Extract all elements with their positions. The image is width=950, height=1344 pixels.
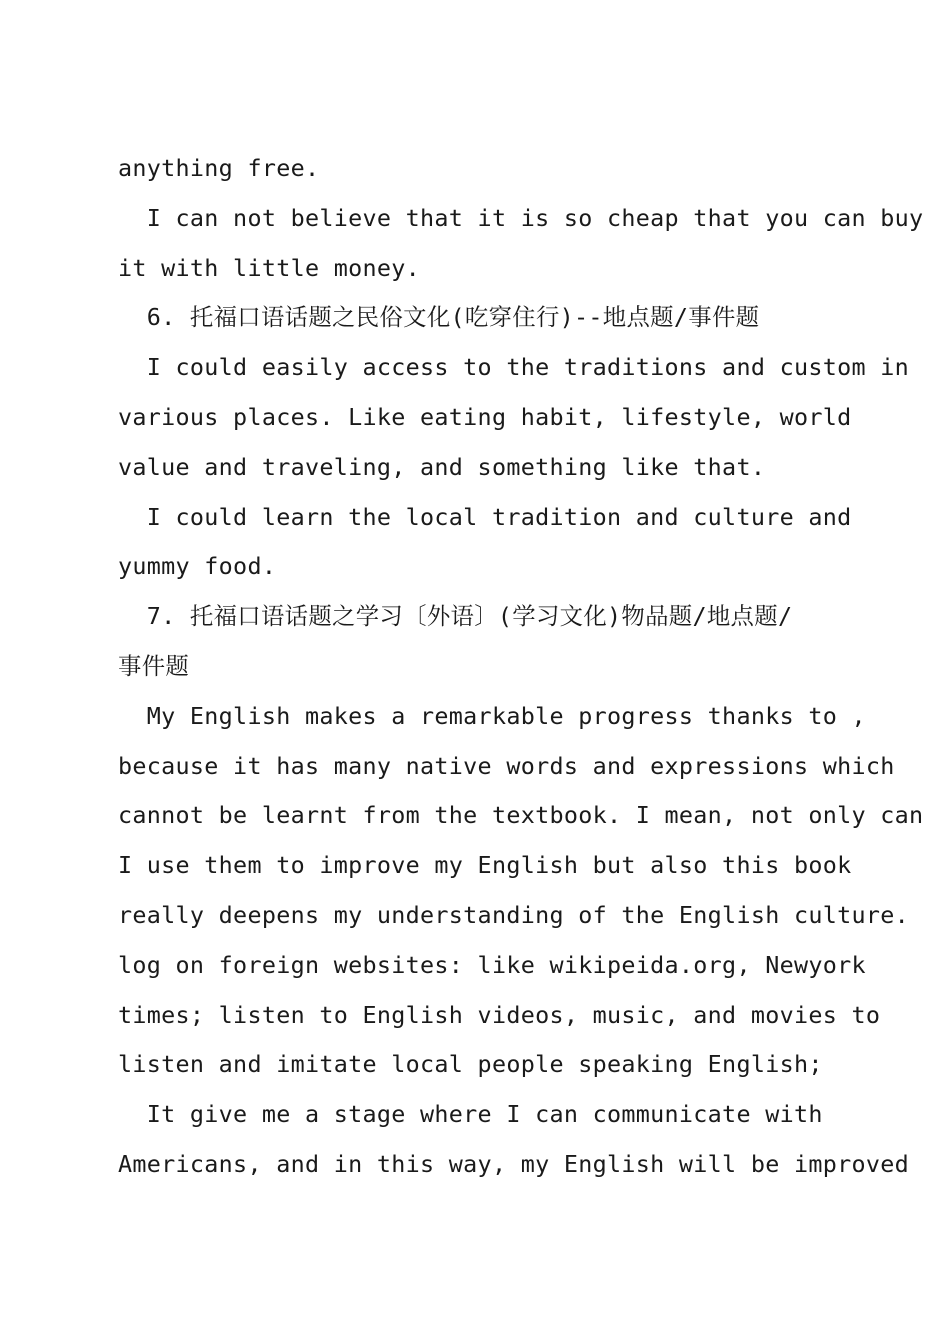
section-heading-6: 6. 托福口语话题之民俗文化(吃穿住行)--地点题/事件题 [118,303,760,332]
section-heading-7-cont: 事件题 [118,651,190,680]
text-line: It give me a stage where I can communicate with [118,1100,823,1129]
section-heading-7: 7. 托福口语话题之学习〔外语〕(学习文化)物品题/地点题/ [118,602,793,631]
text-line: cannot be learnt from the textbook. I mean, not only can [118,801,924,830]
document-page [118,144,924,1190]
text-line: I could easily access to the traditions and custom in [118,353,910,382]
text-line: listen and imitate local people speaking English; [118,1050,823,1079]
text-line: I use them to improve my English but also this book [118,851,852,880]
text-line: it with little money. [118,253,421,282]
text-line: times; listen to English videos, music, and movies to [118,1000,881,1029]
text-line: anything free. [118,154,320,182]
text-line: Americans, and in this way, my English will be improved [118,1149,910,1178]
text-line: log on foreign websites: like wikipeida.org, Newyork [118,950,866,979]
text-line: value and traveling, and something like that. [118,452,766,481]
text-line: I could learn the local tradition and culture and [118,502,852,531]
text-line: really deepens my understanding of the English culture. [118,900,910,929]
text-line: because it has many native words and expressions which [118,751,895,780]
text-line: I can not believe that it is so cheap that you can buy [118,203,924,232]
text-line: yummy food. [118,552,277,581]
text-line: various places. Like eating habit, lifestyle, world [118,402,852,431]
text-line: My English makes a remarkable progress thanks to , [118,701,866,730]
